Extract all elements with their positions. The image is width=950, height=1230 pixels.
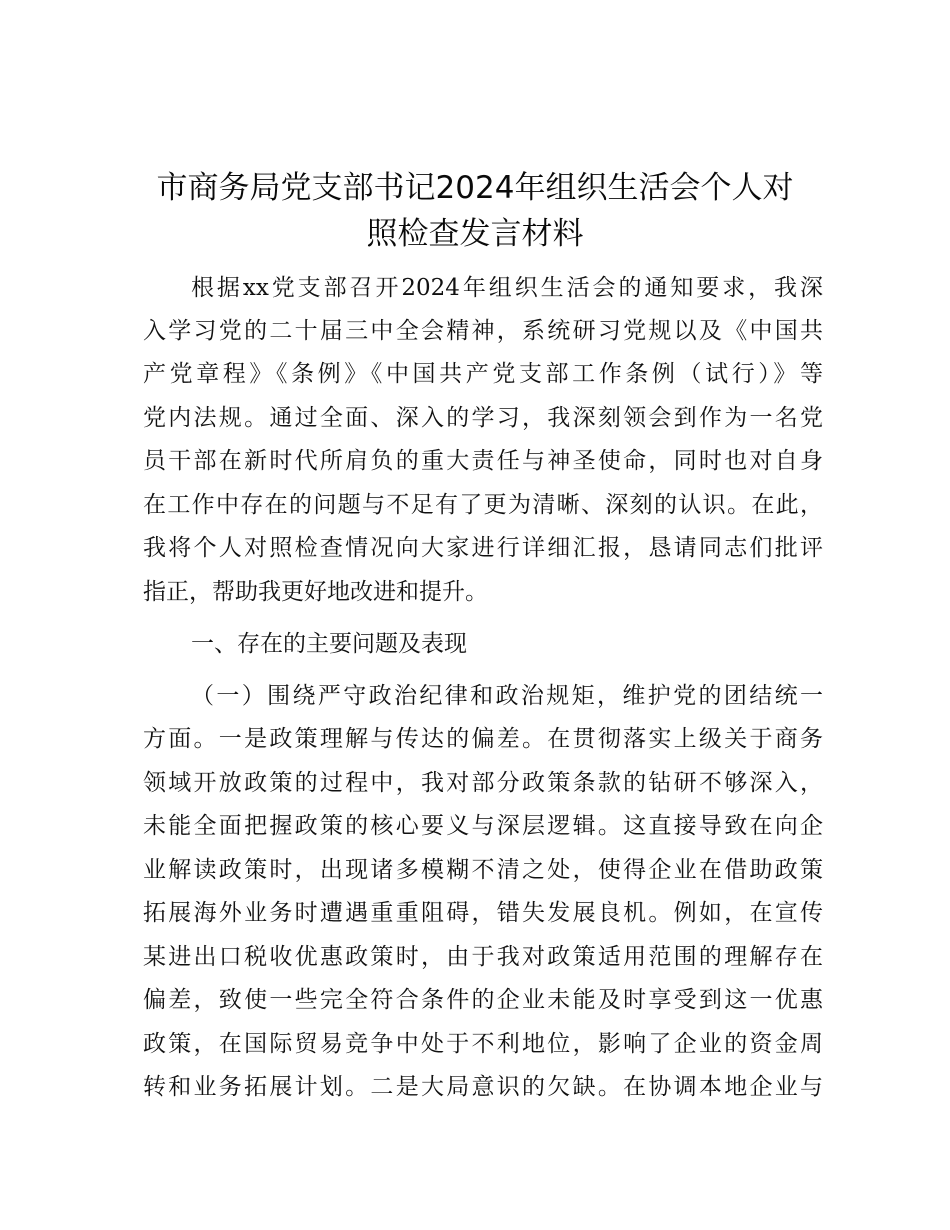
intro-line: 指正，帮助我更好地改进和提升。 xyxy=(143,579,488,605)
section-heading: 一、存在的主要问题及表现 xyxy=(191,631,467,657)
document-title-line-2: 照检查发言材料 xyxy=(366,216,584,252)
intro-line: 员干部在新时代所肩负的重大责任与神圣使命，同时也对自身 xyxy=(143,448,823,474)
section-one-line: 未能全面把握政策的核心要义与深层逻辑。这直接导致在向企 xyxy=(143,813,823,839)
intro-line: 我将个人对照检查情况向大家进行详细汇报，恳请同志们批评 xyxy=(143,535,823,561)
section-one-line: 转和业务拓展计划。二是大局意识的欠缺。在协调本地企业与 xyxy=(143,1074,823,1100)
section-one-line: 某进出口税收优惠政策时，由于我对政策适用范围的理解存在 xyxy=(143,944,823,970)
intro-line: 根据xx党支部召开2024年组织生活会的通知要求，我深 xyxy=(191,275,823,301)
intro-line: 党内法规。通过全面、深入的学习，我深刻领会到作为一名党 xyxy=(143,405,823,431)
section-one-line: 政策，在国际贸易竞争中处于不利地位，影响了企业的资金周 xyxy=(143,1031,823,1057)
section-one-line: 业解读政策时，出现诸多模糊不清之处，使得企业在借助政策 xyxy=(143,857,823,883)
section-one-line: 领域开放政策的过程中，我对部分政策条款的钻研不够深入， xyxy=(143,770,823,796)
intro-line: 在工作中存在的问题与不足有了更为清晰、深刻的认识。在此， xyxy=(143,492,823,518)
section-one-line: 偏差，致使一些完全符合条件的企业未能及时享受到这一优惠 xyxy=(143,987,823,1013)
intro-line: 产党章程》《条例》《中国共产党支部工作条例（试行）》等 xyxy=(143,361,823,387)
intro-line: 入学习党的二十届三中全会精神，系统研习党规以及《中国共 xyxy=(143,318,823,344)
document-title-line-1: 市商务局党支部书记2024年组织生活会个人对 xyxy=(156,170,794,206)
section-one-line: 拓展海外业务时遭遇重重阻碍，错失发展良机。例如，在宣传 xyxy=(143,900,823,926)
section-one-line: 方面。一是政策理解与传达的偏差。在贯彻落实上级关于商务 xyxy=(143,726,823,752)
section-one-line: （一）围绕严守政治纪律和政治规矩，维护党的团结统一 xyxy=(191,683,823,709)
